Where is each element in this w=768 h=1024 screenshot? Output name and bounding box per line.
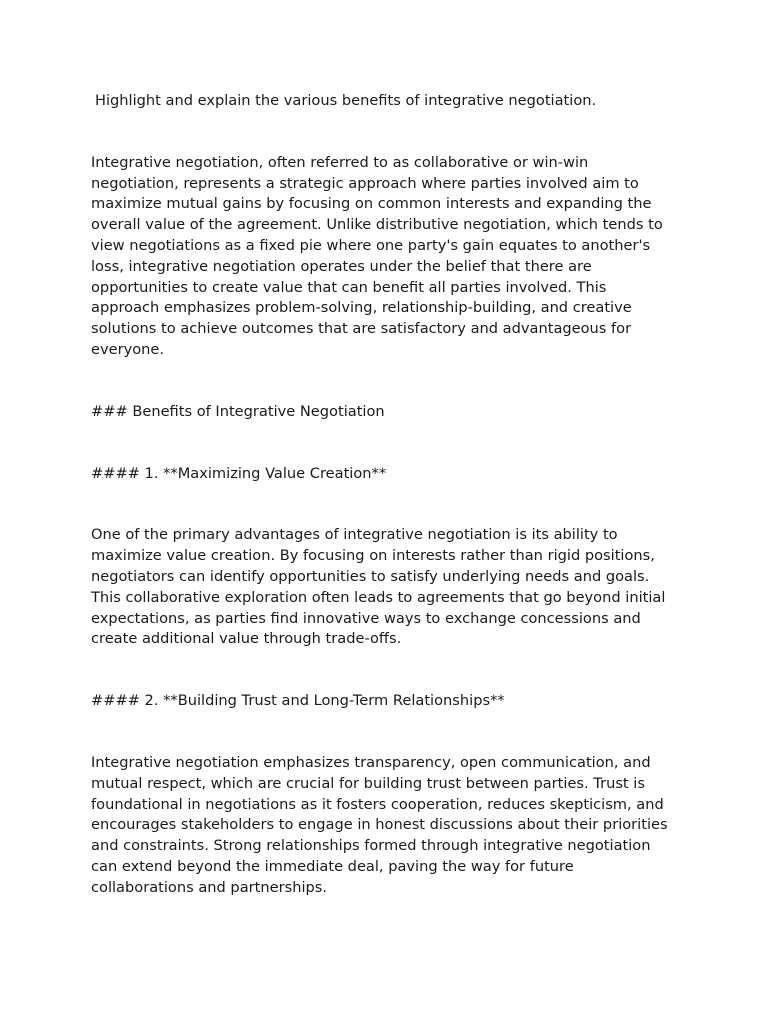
subheading-2: #### 2. **Building Trust and Long-Term Relationships** <box>91 692 505 710</box>
intro-paragraph: Integrative negotiation, often referred to as collaborative or win-win negotiation, represents a strategic approach where parties involved aim to maximize mutual gains by focusing on common interests and expanding the overall value of the agreement. Unlike distributive negotiation, which tends to view negotiations as a fixed pie where one party's gain equates to another's loss, integrative negotiation operates under the belief that there are opportunities to create value that can benefit all parties involved. This approach emphasizes problem-solving, relationship-building, and creative solutions to achieve outcomes that are satisfactory and advantageous for everyone. <box>91 153 663 358</box>
prompt-text: Highlight and explain the various benefits of integrative negotiation. <box>95 92 597 109</box>
document-page <box>91 91 676 940</box>
body-paragraph-1: One of the primary advantages of integrative negotiation is its ability to maximize value creation. By focusing on interests rather than rigid positions, negotiators can identify opportunities to satisfy underlying needs and goals. This collaborative exploration often leads to agreements that go beyond initial expectations, as parties find innovative ways to exchange concessions and create additional value through trade-offs. <box>91 526 666 648</box>
section-heading: ### Benefits of Integrative Negotiation <box>91 402 385 420</box>
subheading-1: #### 1. **Maximizing Value Creation** <box>91 464 387 482</box>
body-paragraph-2: Integrative negotiation emphasizes transparency, open communication, and mutual respect, which are crucial for building trust between parties. Trust is foundational in negotiations as it fosters cooperation, reduces skepticism, and encourages stakeholders to engage in honest discussions about their priorities and constraints. Strong relationships formed through integrative negotiation can extend beyond the immediate deal, paving the way for future collaborations and partnerships. <box>91 753 668 896</box>
